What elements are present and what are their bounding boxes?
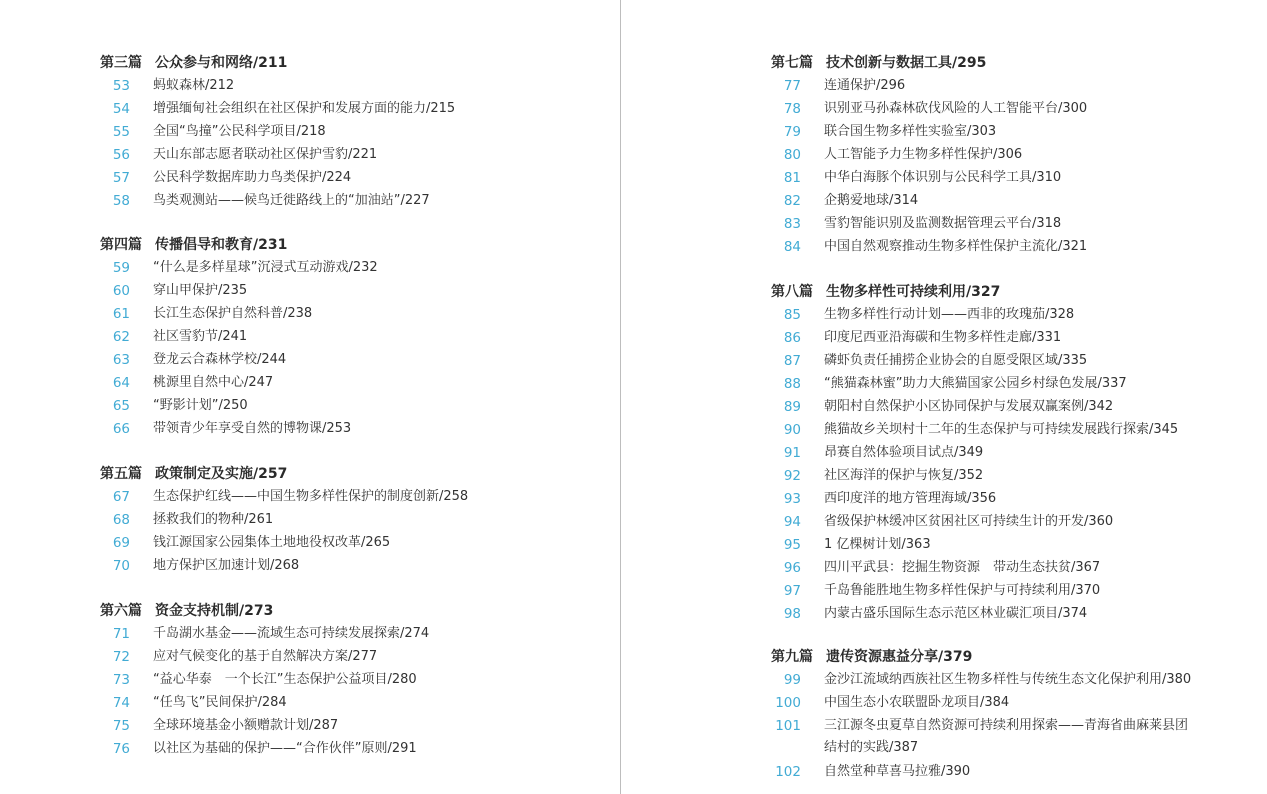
- entry-title: 联合国生物多样性实验室/303: [824, 124, 997, 139]
- entry-number: 81: [783, 170, 801, 186]
- section-part-label: 第八篇: [771, 284, 813, 300]
- entry-title: 全球环境基金小额赠款计划/287: [153, 718, 339, 733]
- entry-number: 98: [783, 606, 801, 622]
- entry-number: 58: [112, 193, 130, 209]
- entry-number: 86: [783, 330, 801, 346]
- entry-title: 穿山甲保护/235: [153, 283, 248, 298]
- entry-title: “益心华泰 一个长江”生态保护公益项目/280: [153, 672, 417, 687]
- entry-title: 识别亚马孙森林砍伐风险的人工智能平台/300: [824, 101, 1088, 116]
- entry-number: 96: [783, 560, 801, 576]
- section-part-label: 第七篇: [771, 55, 813, 71]
- entry-title: 蚂蚁森林/212: [153, 78, 235, 93]
- entry-number: 70: [112, 558, 130, 574]
- entry-number: 79: [783, 124, 801, 140]
- entry-number: 56: [112, 147, 130, 163]
- entry-number: 55: [112, 124, 130, 140]
- entry-number: 69: [112, 535, 130, 551]
- section-title: 传播倡导和教育/231: [155, 237, 288, 253]
- entry-number: 77: [783, 78, 801, 94]
- entry-title: 鸟类观测站——候鸟迁徙路线上的“加油站”/227: [153, 193, 430, 208]
- entry-number: 57: [112, 170, 130, 186]
- entry-number: 102: [775, 764, 801, 780]
- entry-number: 65: [112, 398, 130, 414]
- entry-title: 生态保护红线——中国生物多样性保护的制度创新/258: [153, 489, 469, 504]
- entry-title: “熊猫森林蜜”助力大熊猫国家公园乡村绿色发展/337: [824, 376, 1127, 391]
- entry-title: 以社区为基础的保护——“合作伙伴”原则/291: [153, 741, 417, 756]
- entry-number: 94: [783, 514, 801, 530]
- section-part-label: 第三篇: [100, 55, 142, 71]
- entry-title: 企鹅爱地球/314: [824, 193, 919, 208]
- entry-number: 90: [783, 422, 801, 438]
- entry-title: 三江源冬虫夏草自然资源可持续利用探索——青海省曲麻莱县团结村的实践/387: [824, 718, 1189, 755]
- section-title: 公众参与和网络/211: [155, 55, 288, 71]
- entry-title: 中国自然观察推动生物多样性保护主流化/321: [824, 239, 1088, 254]
- entry-title: 长江生态保护自然科普/238: [153, 306, 313, 321]
- section-heading[interactable]: [100, 53, 288, 73]
- entry-number: 97: [783, 583, 801, 599]
- section-part-label: 第六篇: [100, 603, 142, 619]
- entry-title: 人工智能予力生物多样性保护/306: [824, 147, 1023, 162]
- entry-number: 75: [112, 718, 130, 734]
- entry-title: 四川平武县：挖掘生物资源 带动生态扶贫/367: [824, 560, 1101, 575]
- entry-number: 84: [783, 239, 801, 255]
- section-title: 资金支持机制/273: [155, 603, 274, 619]
- entry-title: 内蒙古盛乐国际生态示范区林业碳汇项目/374: [824, 606, 1088, 621]
- entry-title: 连通保护/296: [824, 78, 906, 93]
- entry-title: 应对气候变化的基于自然解决方案/277: [153, 649, 378, 664]
- entry-number: 53: [112, 78, 130, 94]
- entry-title: “野影计划”/250: [153, 398, 248, 413]
- section-title: 遗传资源惠益分享/379: [826, 649, 973, 665]
- entry-number: 61: [112, 306, 130, 322]
- entry-title: 桃源里自然中心/247: [153, 375, 274, 390]
- entry-number: 95: [783, 537, 801, 553]
- entry-number: 100: [775, 695, 801, 711]
- section-title: 技术创新与数据工具/295: [826, 55, 987, 71]
- entry-number: 60: [112, 283, 130, 299]
- entry-title: 地方保护区加速计划/268: [153, 558, 300, 573]
- entry-title: 自然堂种草喜马拉雅/390: [824, 764, 971, 779]
- entry-title: 中国生态小农联盟卧龙项目/384: [824, 695, 1010, 710]
- entry-number: 62: [112, 329, 130, 345]
- entry-number: 85: [783, 307, 801, 323]
- entry-title: “任鸟飞”民间保护/284: [153, 695, 287, 710]
- entry-title: 千岛鲁能胜地生物多样性保护与可持续利用/370: [824, 583, 1101, 598]
- entry-title: 雪豹智能识别及监测数据管理云平台/318: [824, 216, 1062, 231]
- entry-number: 99: [783, 672, 801, 688]
- entry-title: 印度尼西亚沿海碳和生物多样性走廊/331: [824, 330, 1062, 345]
- entry-title: 昂赛自然体验项目试点/349: [824, 445, 984, 460]
- entry-number: 66: [112, 421, 130, 437]
- entry-number: 80: [783, 147, 801, 163]
- entry-number: 82: [783, 193, 801, 209]
- entry-title: 省级保护林缓冲区贫困社区可持续生计的开发/360: [824, 514, 1114, 529]
- entry-number: 72: [112, 649, 130, 665]
- section-heading[interactable]: [771, 647, 973, 667]
- entry-title: 钱江源国家公园集体土地地役权改革/265: [153, 535, 391, 550]
- entry-title: 中华白海豚个体识别与公民科学工具/310: [824, 170, 1062, 185]
- entry-title: 全国“鸟撞”公民科学项目/218: [153, 124, 326, 139]
- entry-number: 93: [783, 491, 801, 507]
- entry-title: 带领青少年享受自然的博物课/253: [153, 421, 352, 436]
- section-title: 生物多样性可持续利用/327: [826, 284, 1001, 300]
- section-part-label: 第四篇: [100, 237, 142, 253]
- entry-number: 59: [112, 260, 130, 276]
- section-heading[interactable]: [100, 235, 288, 255]
- entry-number: 63: [112, 352, 130, 368]
- section-part-label: 第五篇: [100, 466, 142, 482]
- entry-title: 朝阳村自然保护小区协同保护与发展双赢案例/342: [824, 399, 1114, 414]
- entry-title: 天山东部志愿者联动社区保护雪豹/221: [153, 147, 378, 162]
- section-heading[interactable]: [100, 601, 274, 621]
- entry-title: 金沙江流域纳西族社区生物多样性与传统生态文化保护利用/380: [824, 672, 1192, 687]
- entry-number: 101: [775, 718, 801, 734]
- entry-title: 熊猫故乡关坝村十二年的生态保护与可持续发展践行探索/345: [824, 422, 1179, 437]
- entry-title: 磷虾负责任捕捞企业协会的自愿受限区域/335: [824, 353, 1088, 368]
- entry-number: 88: [783, 376, 801, 392]
- entry-title: “什么是多样星球”沉浸式互动游戏/232: [153, 260, 378, 275]
- entry-number: 71: [112, 626, 130, 642]
- entry-number: 87: [783, 353, 801, 369]
- entry-number: 54: [112, 101, 130, 117]
- section-part-label: 第九篇: [771, 649, 813, 665]
- entry-number: 68: [112, 512, 130, 528]
- entry-title: 公民科学数据库助力鸟类保护/224: [153, 170, 352, 185]
- entry-number: 91: [783, 445, 801, 461]
- section-heading[interactable]: [100, 464, 288, 484]
- entry-number: 74: [112, 695, 130, 711]
- page-divider: [620, 0, 621, 794]
- entry-number: 89: [783, 399, 801, 415]
- section-heading[interactable]: [771, 53, 987, 73]
- entry-title: 社区雪豹节/241: [153, 329, 248, 344]
- entry-title: 社区海洋的保护与恢复/352: [824, 468, 984, 483]
- entry-number: 67: [112, 489, 130, 505]
- entry-title: 增强缅甸社会组织在社区保护和发展方面的能力/215: [153, 101, 456, 116]
- entry-number: 78: [783, 101, 801, 117]
- section-heading[interactable]: [771, 282, 1001, 302]
- entry-title: 1 亿棵树计划/363: [824, 537, 931, 552]
- entry-title: 登龙云合森林学校/244: [153, 352, 287, 367]
- entry-number: 64: [112, 375, 130, 391]
- section-title: 政策制定及实施/257: [155, 466, 288, 482]
- entry-title: 千岛湖水基金——流域生态可持续发展探索/274: [153, 626, 430, 641]
- entry-title: 西印度洋的地方管理海域/356: [824, 491, 997, 506]
- entry-number: 92: [783, 468, 801, 484]
- entry-title: 拯救我们的物种/261: [153, 512, 274, 527]
- entry-title: 生物多样性行动计划——西非的玫瑰茄/328: [824, 307, 1075, 322]
- entry-number: 76: [112, 741, 130, 757]
- entry-number: 73: [112, 672, 130, 688]
- entry-number: 83: [783, 216, 801, 232]
